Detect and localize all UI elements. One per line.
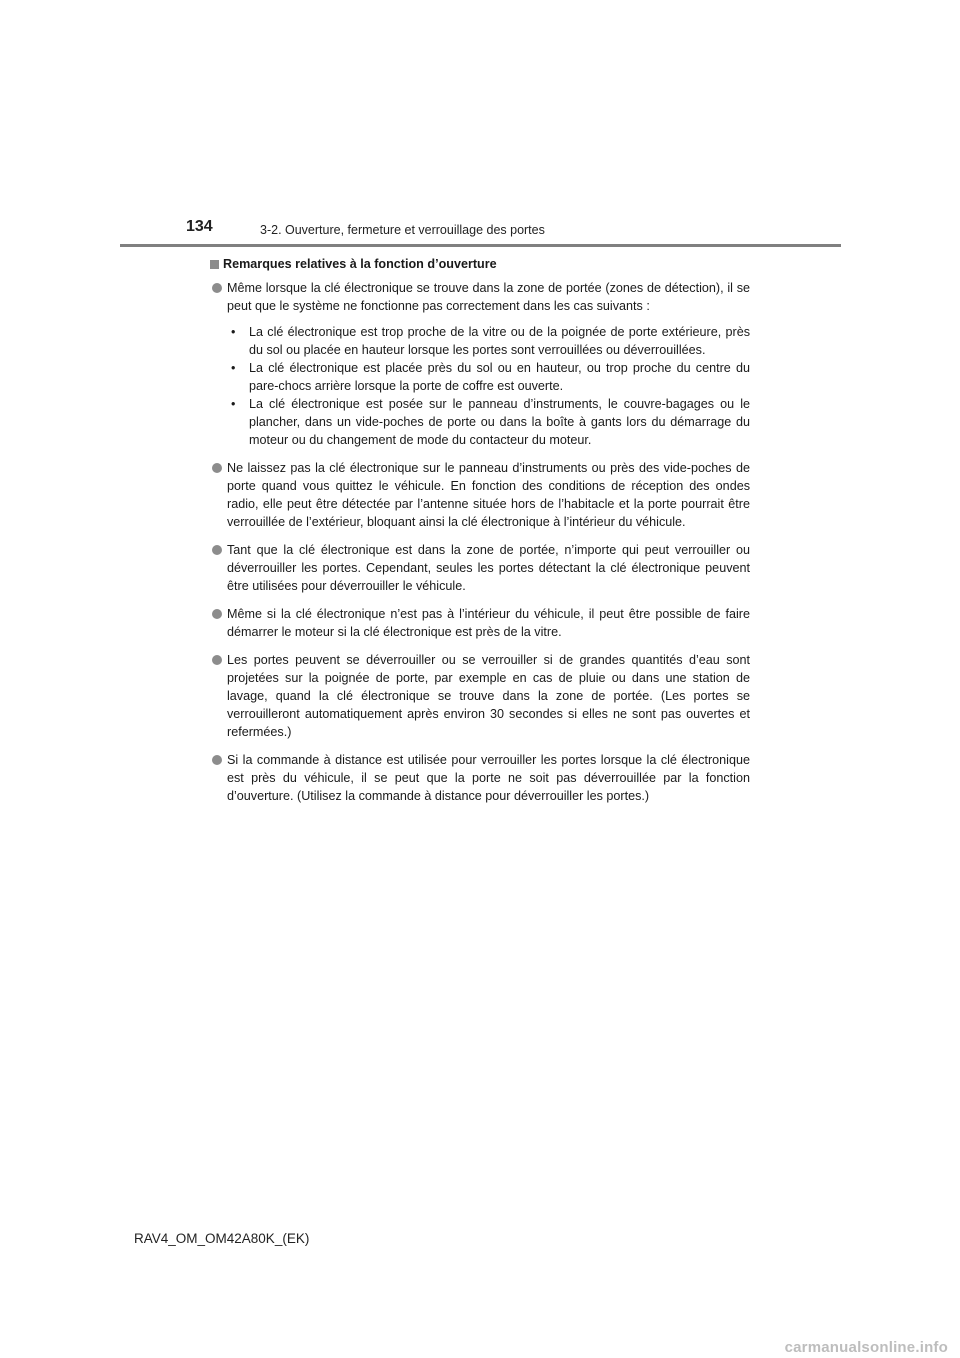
sub-item-text: La clé électronique est trop proche de la vitre ou de la poignée de porte extérieure, près du sol ou placée en hauteur lorsque les portes sont verrouillées ou déverrouillées.	[249, 325, 750, 357]
dot-bullet-icon: •	[231, 325, 236, 339]
sub-list	[227, 323, 750, 449]
circle-bullet-icon	[212, 545, 222, 555]
bullet-item	[210, 751, 750, 805]
dot-bullet-icon: •	[231, 397, 236, 411]
page-number: 134	[186, 218, 213, 235]
sub-list-item	[227, 395, 750, 449]
main-content	[210, 255, 750, 815]
manual-code: RAV4_OM_OM42A80K_(EK)	[134, 1231, 310, 1246]
circle-bullet-icon	[212, 655, 222, 665]
watermark: carmanualsonline.info	[784, 1339, 948, 1356]
section-heading	[210, 255, 750, 273]
bullet-item	[210, 459, 750, 531]
sub-item-text: La clé électronique est placée près du sol ou en hauteur, ou trop proche du centre du pare-chocs arrière lorsque la porte de coffre est ouverte.	[249, 361, 750, 393]
bullet-text: Même lorsque la clé électronique se trouve dans la zone de portée (zones de détection), il se peut que le système ne fonctionne pas correctement dans les cas suivants :	[227, 281, 750, 313]
bullet-item	[210, 279, 750, 449]
circle-bullet-icon	[212, 755, 222, 765]
bullet-item	[210, 651, 750, 741]
sub-list-item	[227, 359, 750, 395]
bullet-text: Les portes peuvent se déverrouiller ou se verrouiller si de grandes quantités d’eau sont projetées sur la poignée de porte, par exemple en cas de pluie ou dans une station de lavage, quand la clé électronique se trouve dans la zone de portée. (Les portes se verrouilleront automatiquement après environ 30 secondes si elles ne sont pas ouvertes et refermées.)	[227, 653, 750, 739]
circle-bullet-icon	[212, 463, 222, 473]
section-heading-text: Remarques relatives à la fonction d’ouverture	[223, 257, 497, 271]
bullet-text: Tant que la clé électronique est dans la zone de portée, n’importe qui peut verrouiller ou déverrouiller les portes. Cependant, seules les portes détectant la clé électronique peuvent être utilisées pour déverrouiller le véhicule.	[227, 543, 750, 593]
bullet-text: Ne laissez pas la clé électronique sur le panneau d’instruments ou près des vide-poches de porte quand vous quittez le véhicule. En fonction des conditions de réception des ondes radio, elle peut être détectée par l’antenne située hors de l’habitacle et la porte pourrait être verrouillée de l’extérieur, bloquant ainsi la clé électronique à l’intérieur du véhicule.	[227, 461, 750, 529]
chapter-title: 3-2. Ouverture, fermeture et verrouillage des portes	[260, 223, 545, 237]
bullet-item	[210, 541, 750, 595]
header-divider	[120, 244, 841, 247]
circle-bullet-icon	[212, 283, 222, 293]
circle-bullet-icon	[212, 609, 222, 619]
bullet-text: Si la commande à distance est utilisée pour verrouiller les portes lorsque la clé électronique est près du véhicule, il se peut que la porte ne soit pas déverrouillée par la fonction d’ouverture. (Utilisez la commande à distance pour déverrouiller les portes.)	[227, 753, 750, 803]
sub-item-text: La clé électronique est posée sur le panneau d’instruments, le couvre-bagages ou le plancher, dans un vide-poches de porte ou dans la boîte à gants lors du démarrage du moteur ou du changement de mode du contacteur du moteur.	[249, 397, 750, 447]
dot-bullet-icon: •	[231, 361, 236, 375]
square-bullet-icon	[210, 260, 219, 269]
bullet-item	[210, 605, 750, 641]
bullet-text: Même si la clé électronique n’est pas à l’intérieur du véhicule, il peut être possible de faire démarrer le moteur si la clé électronique est près de la vitre.	[227, 607, 750, 639]
sub-list-item	[227, 323, 750, 359]
